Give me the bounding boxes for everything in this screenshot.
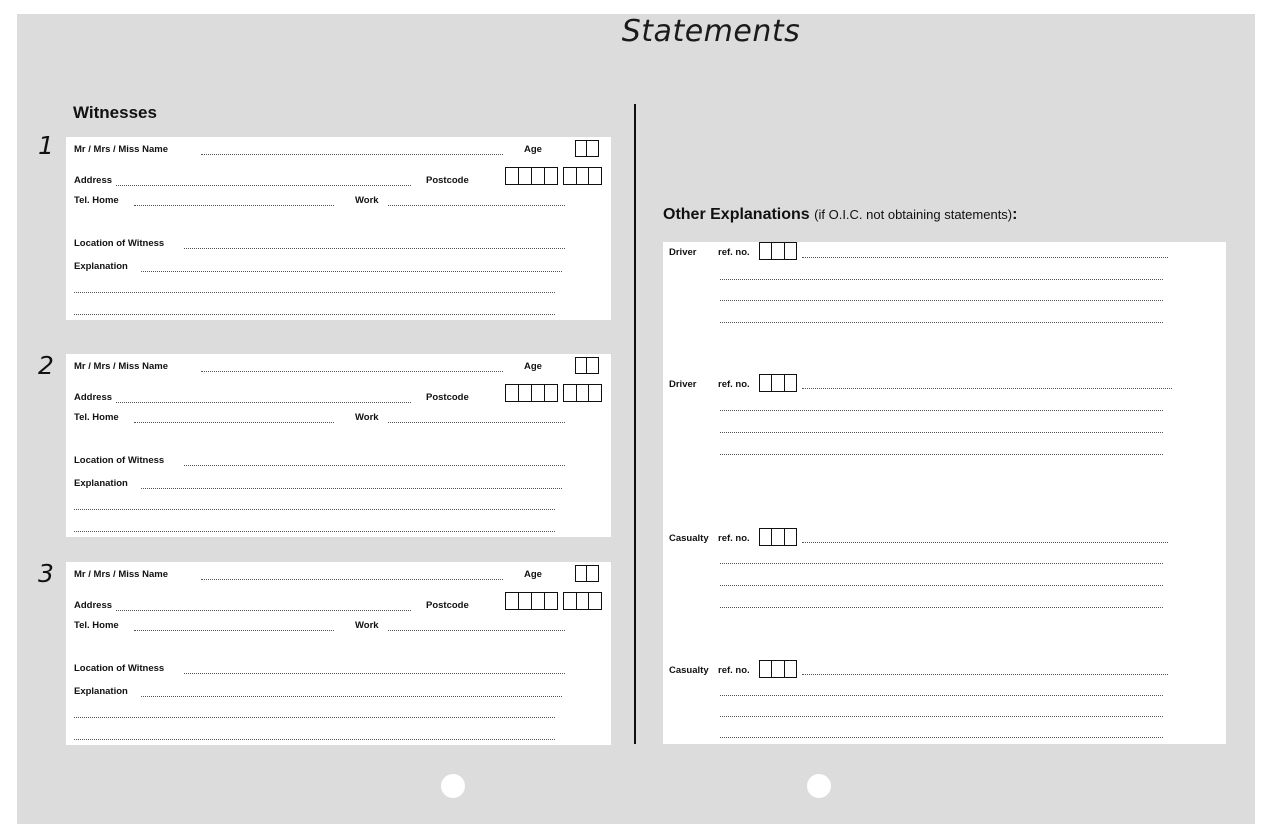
explanation-line[interactable]: [74, 717, 555, 718]
explanation-line[interactable]: [720, 322, 1163, 323]
explanation-line[interactable]: [74, 292, 555, 293]
page-title: Statements: [621, 14, 801, 49]
address-field[interactable]: [116, 610, 411, 611]
explanation-line[interactable]: [720, 716, 1163, 717]
role-label: Driver: [669, 379, 697, 390]
ref-label: ref. no.: [718, 379, 750, 390]
explanation-field[interactable]: [802, 542, 1168, 543]
explanation-line[interactable]: [74, 739, 555, 740]
witness-number: 3: [38, 559, 54, 588]
explanation-field[interactable]: [141, 271, 562, 272]
other-explanations-panel: [663, 242, 1226, 744]
witnesses-heading: Witnesses: [73, 103, 157, 122]
name-field[interactable]: [201, 154, 503, 155]
work-field[interactable]: [388, 630, 565, 631]
explanation-label: Explanation: [74, 261, 128, 272]
role-label: Casualty: [669, 533, 709, 544]
role-label: Casualty: [669, 665, 709, 676]
explanation-line[interactable]: [720, 607, 1163, 608]
role-label: Driver: [669, 247, 697, 258]
address-field[interactable]: [116, 402, 411, 403]
explanation-field[interactable]: [802, 674, 1168, 675]
tel-home-field[interactable]: [134, 630, 334, 631]
explanation-line[interactable]: [74, 509, 555, 510]
ref-label: ref. no.: [718, 247, 750, 258]
explanation-line[interactable]: [720, 737, 1163, 738]
age-field[interactable]: [575, 357, 599, 374]
name-label: Mr / Mrs / Miss Name: [74, 569, 168, 580]
postcode-field-outward[interactable]: [505, 592, 558, 610]
explanation-line[interactable]: [720, 279, 1163, 280]
address-label: Address: [74, 600, 113, 611]
ref-label: ref. no.: [718, 665, 750, 676]
witness-panel: [66, 354, 611, 537]
explanation-label: Explanation: [74, 478, 128, 489]
location-label: Location of Witness: [74, 455, 165, 466]
work-field[interactable]: [388, 205, 565, 206]
age-label: Age: [524, 144, 542, 155]
postcode-field-inward[interactable]: [563, 167, 602, 185]
location-label: Location of Witness: [74, 663, 165, 674]
tel-home-label: Tel. Home: [74, 412, 119, 423]
work-label: Work: [355, 195, 379, 206]
witness-panel: [66, 562, 611, 745]
explanation-field[interactable]: [802, 388, 1172, 389]
explanation-label: Explanation: [74, 686, 128, 697]
other-heading-text: Other Explanations: [663, 206, 810, 223]
age-field[interactable]: [575, 565, 599, 582]
age-field[interactable]: [575, 140, 599, 157]
explanation-line[interactable]: [720, 410, 1163, 411]
explanation-line[interactable]: [720, 695, 1163, 696]
postcode-field-outward[interactable]: [505, 384, 558, 402]
ref-field[interactable]: [759, 374, 797, 392]
other-heading-subtext: (if O.I.C. not obtaining statements): [814, 207, 1013, 222]
name-field[interactable]: [201, 579, 503, 580]
postcode-label: Postcode: [426, 392, 469, 403]
explanation-line[interactable]: [74, 314, 555, 315]
binder-hole: [807, 774, 831, 798]
location-field[interactable]: [184, 465, 565, 466]
ref-field[interactable]: [759, 528, 797, 546]
postcode-label: Postcode: [426, 600, 469, 611]
explanation-field[interactable]: [802, 257, 1168, 258]
tel-home-field[interactable]: [134, 205, 334, 206]
location-field[interactable]: [184, 673, 565, 674]
postcode-label: Postcode: [426, 175, 469, 186]
name-field[interactable]: [201, 371, 503, 372]
work-field[interactable]: [388, 422, 565, 423]
location-label: Location of Witness: [74, 238, 165, 249]
witness-panel: [66, 137, 611, 320]
location-field[interactable]: [184, 248, 565, 249]
address-label: Address: [74, 175, 113, 186]
binder-hole: [441, 774, 465, 798]
tel-home-label: Tel. Home: [74, 620, 119, 631]
witness-number: 1: [38, 131, 54, 160]
ref-label: ref. no.: [718, 533, 750, 544]
tel-home-label: Tel. Home: [74, 195, 119, 206]
work-label: Work: [355, 412, 379, 423]
explanation-line[interactable]: [720, 454, 1163, 455]
explanation-line[interactable]: [720, 563, 1163, 564]
column-divider: [634, 104, 636, 744]
age-label: Age: [524, 569, 542, 580]
postcode-field-outward[interactable]: [505, 167, 558, 185]
explanation-field[interactable]: [141, 696, 562, 697]
postcode-field-inward[interactable]: [563, 384, 602, 402]
other-explanations-heading: [663, 206, 1017, 224]
age-label: Age: [524, 361, 542, 372]
ref-field[interactable]: [759, 660, 797, 678]
witness-number: 2: [38, 351, 54, 380]
explanation-line[interactable]: [720, 585, 1163, 586]
tel-home-field[interactable]: [134, 422, 334, 423]
name-label: Mr / Mrs / Miss Name: [74, 144, 168, 155]
other-heading-colon: :: [1012, 206, 1018, 223]
explanation-line[interactable]: [720, 300, 1163, 301]
work-label: Work: [355, 620, 379, 631]
explanation-line[interactable]: [74, 531, 555, 532]
ref-field[interactable]: [759, 242, 797, 260]
address-label: Address: [74, 392, 113, 403]
explanation-field[interactable]: [141, 488, 562, 489]
explanation-line[interactable]: [720, 432, 1163, 433]
postcode-field-inward[interactable]: [563, 592, 602, 610]
name-label: Mr / Mrs / Miss Name: [74, 361, 168, 372]
address-field[interactable]: [116, 185, 411, 186]
